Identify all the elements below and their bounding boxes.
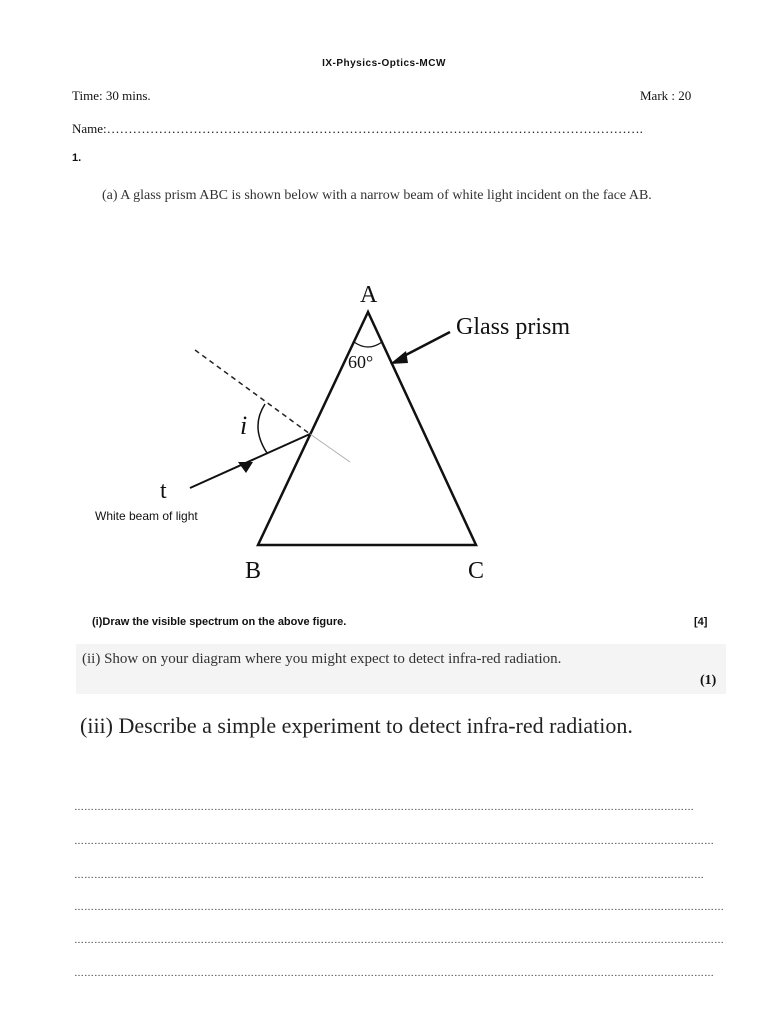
incidence-angle-label: i — [240, 411, 248, 440]
vertex-a-label: A — [360, 282, 378, 308]
beam-letter: t — [160, 478, 167, 504]
sub-question-ii: (ii) Show on your diagram where you might expect to detect infra-red radiation. — [82, 651, 562, 667]
prism-pointer-line — [400, 332, 450, 358]
total-mark-label: Mark : 20 — [640, 88, 692, 103]
time-label: Time: 30 mins. — [72, 88, 151, 103]
beam-arrow-icon — [238, 462, 253, 473]
answer-line[interactable]: ………………………………………………………………………………………………………………………………………………………………………… — [74, 836, 714, 847]
sub-question-iii: (iii) Describe a simple experiment to detect infra-red radiation. — [80, 713, 633, 738]
sub-question-ii-mark: (1) — [700, 673, 717, 688]
answer-line[interactable]: ……………………………………………………………………………………………………………………………………………………………………… — [74, 870, 704, 881]
name-field-line: Name:……………………………………………………………………………………………………………. — [72, 121, 643, 136]
prism-diagram — [95, 262, 600, 602]
answer-line[interactable]: ………………………………………………………………………………………………………………………………………………………………………… — [74, 968, 714, 979]
answer-line[interactable]: …………………………………………………………………………………………………………………………………………………………………… — [74, 802, 694, 813]
vertex-b-label: B — [245, 558, 262, 584]
glass-prism-label: Glass prism — [456, 314, 570, 340]
question-part-a: (a) A glass prism ABC is shown below with a narrow beam of white light incident on the face AB. — [102, 188, 652, 203]
prism-pointer-arrow-icon — [390, 351, 408, 364]
incidence-angle-arc — [258, 404, 267, 453]
vertex-c-label: C — [468, 558, 485, 584]
apex-angle-label: 60° — [348, 352, 374, 372]
incident-beam — [190, 434, 310, 488]
sub-question-i-mark: [4] — [694, 616, 708, 628]
answer-line[interactable]: …………………………………………………………………………………………………………………………………………………………………………… — [74, 902, 724, 913]
normal-line — [195, 350, 310, 434]
answer-line[interactable]: …………………………………………………………………………………………………………………………………………………………………………… — [74, 935, 724, 946]
white-beam-label: White beam of light — [95, 509, 198, 523]
sub-question-i: (i)Draw the visible spectrum on the above figure. — [92, 616, 347, 628]
apex-angle-arc — [354, 342, 382, 347]
question-number: 1. — [72, 152, 82, 164]
worksheet-title: IX-Physics-Optics-MCW — [322, 58, 446, 69]
